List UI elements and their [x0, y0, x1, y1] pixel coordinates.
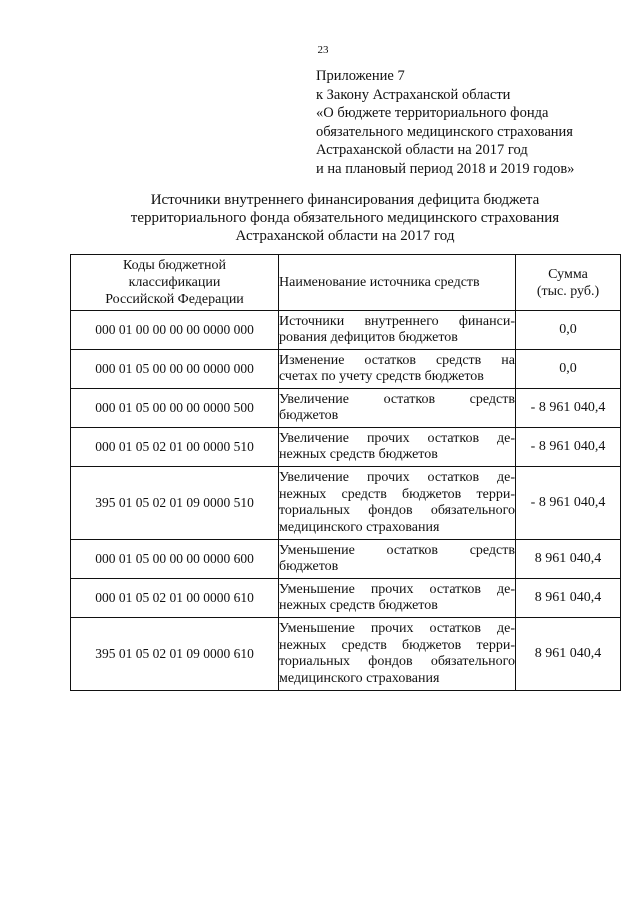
appendix-line: обязательного медицинского страхования: [316, 123, 573, 140]
page-number: 23: [317, 44, 329, 56]
appendix-line: к Закону Астраханской области: [316, 86, 511, 103]
budget-code: 395 01 05 02 01 09 0000 510: [71, 467, 279, 540]
header-sum-line: (тыс. руб.): [536, 283, 600, 299]
source-name: [279, 579, 516, 618]
source-name-line: бюджетов: [279, 559, 339, 574]
table-row: [71, 389, 621, 428]
source-name-line: ториальных фондов обязательного: [279, 654, 515, 669]
budget-code: 000 01 05 00 00 00 0000 000: [71, 350, 279, 389]
amount: 8 961 040,4: [516, 579, 621, 618]
source-name-line: Уменьшение прочих остатков де-: [279, 581, 515, 597]
source-name-line: Уменьшение остатков средств: [279, 542, 515, 558]
budget-code: 000 01 05 00 00 00 0000 500: [71, 389, 279, 428]
source-name-line: Источники внутреннего финанси-: [279, 313, 515, 329]
header-code: [71, 255, 279, 311]
appendix-line: «О бюджете территориального фонда: [316, 105, 549, 121]
source-name-line: Увеличение остатков средств: [279, 391, 515, 407]
source-name: [279, 350, 516, 389]
source-name: [279, 428, 516, 467]
source-name-line: Увеличение прочих остатков де-: [279, 430, 515, 446]
header-code-line: классификации: [128, 275, 221, 290]
header-code-line: Российской Федерации: [105, 292, 244, 307]
header-name: Наименование источника средств: [279, 255, 516, 311]
header-code-line: Коды бюджетной: [122, 258, 227, 273]
source-name: [279, 540, 516, 579]
source-name-line: счетах по учету средств бюджетов: [279, 369, 484, 384]
financing-sources-table: [70, 254, 621, 691]
table-row: [71, 540, 621, 579]
source-name-line: медицинского страхования: [279, 519, 440, 535]
table-row: [71, 428, 621, 467]
budget-code: 000 01 00 00 00 00 0000 000: [71, 311, 279, 350]
source-name-line: бюджетов: [279, 408, 339, 423]
table-row: [71, 467, 621, 540]
title-line: Источники внутреннего финансирования дефицита бюджета: [150, 192, 540, 208]
table-row: [71, 579, 621, 618]
source-name: [279, 467, 516, 540]
appendix-line: Приложение 7: [316, 68, 405, 84]
source-name-line: медицинского страхования: [279, 670, 440, 686]
title-line: территориального фонда обязательного медицинского страхования: [130, 210, 560, 226]
source-name-line: Изменение остатков средств на: [279, 352, 515, 368]
header-sum-line: Сумма: [548, 266, 588, 282]
amount: 0,0: [516, 350, 621, 389]
appendix-line: и на плановый период 2018 и 2019 годов»: [316, 160, 575, 177]
budget-code: 000 01 05 02 01 00 0000 510: [71, 428, 279, 467]
amount: - 8 961 040,4: [516, 467, 621, 540]
table-row: [71, 618, 621, 691]
document-title: [70, 191, 620, 245]
appendix-line: Астраханской области на 2017 год: [316, 142, 528, 158]
table-row: [71, 350, 621, 389]
source-name-line: ториальных фондов обязательного: [279, 503, 515, 518]
source-name-line: нежных средств бюджетов терри-: [279, 486, 515, 502]
table-header-row: [71, 255, 621, 311]
amount: - 8 961 040,4: [516, 389, 621, 428]
header-sum: [516, 255, 621, 311]
table-row: [71, 311, 621, 350]
title-line: Астраханской области на 2017 год: [235, 228, 455, 244]
source-name: [279, 618, 516, 691]
source-name-line: нежных средств бюджетов: [279, 598, 438, 613]
amount: 8 961 040,4: [516, 618, 621, 691]
budget-code: 395 01 05 02 01 09 0000 610: [71, 618, 279, 691]
source-name-line: Уменьшение прочих остатков де-: [279, 621, 515, 636]
source-name-line: нежных средств бюджетов терри-: [279, 637, 515, 653]
amount: 8 961 040,4: [516, 540, 621, 579]
budget-code: 000 01 05 02 01 00 0000 610: [71, 579, 279, 618]
source-name: [279, 311, 516, 350]
amount: - 8 961 040,4: [516, 428, 621, 467]
source-name: [279, 389, 516, 428]
source-name-line: нежных средств бюджетов: [279, 447, 438, 462]
budget-code: 000 01 05 00 00 00 0000 600: [71, 540, 279, 579]
amount: 0,0: [516, 311, 621, 350]
appendix-reference: [316, 67, 616, 178]
source-name-line: Увеличение прочих остатков де-: [279, 470, 515, 485]
source-name-line: рования дефицитов бюджетов: [279, 330, 458, 345]
